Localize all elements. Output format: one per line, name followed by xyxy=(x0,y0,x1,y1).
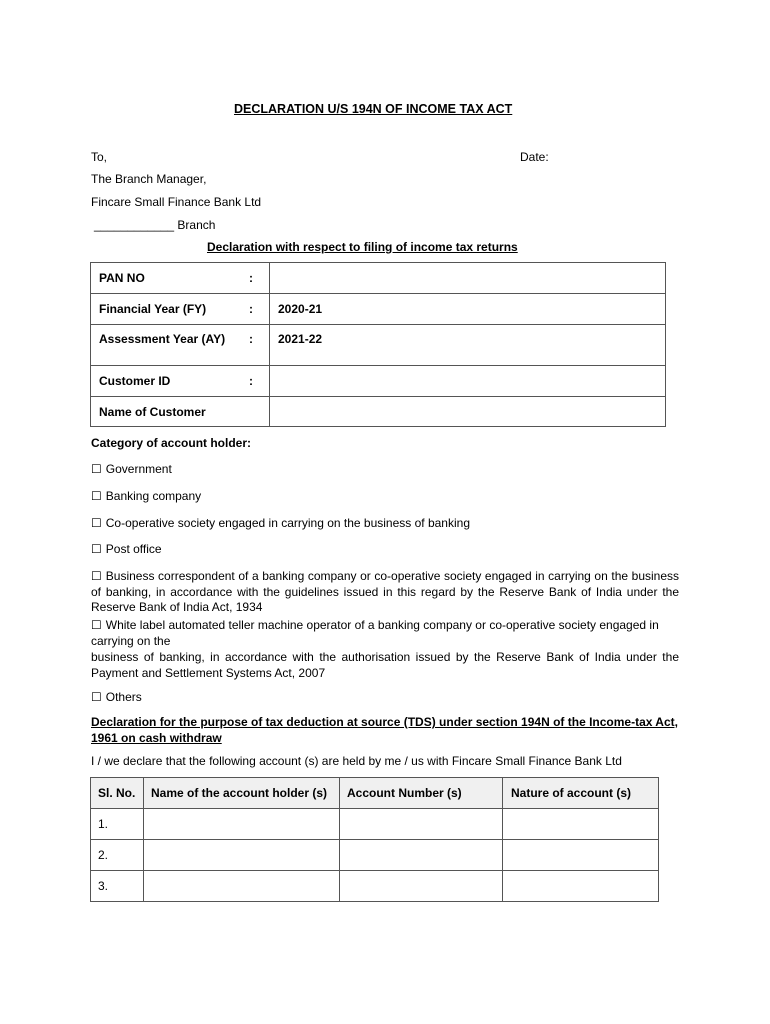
customer-name-input[interactable] xyxy=(270,397,666,427)
col-sl-no: Sl. No. xyxy=(91,778,144,809)
option-government[interactable] xyxy=(91,462,172,476)
option-cooperative[interactable] xyxy=(91,516,470,530)
fy-value[interactable]: 2020-21 xyxy=(270,294,666,325)
option-white-label-line-1: White label automated teller machine operator of a banking company or co-operative society engaged in carrying on the xyxy=(91,618,659,648)
info-row-ay xyxy=(91,325,666,366)
row-number: 1. xyxy=(91,809,144,840)
account-holder-cell[interactable] xyxy=(144,809,340,840)
account-number-cell[interactable] xyxy=(340,809,503,840)
customer-name-label: Name of Customer xyxy=(91,397,250,427)
option-others-label: Others xyxy=(105,690,142,704)
account-holder-cell[interactable] xyxy=(144,871,340,902)
checkbox-icon[interactable]: ☐ xyxy=(91,542,102,556)
checkbox-icon[interactable]: ☐ xyxy=(91,516,102,530)
row-number: 3. xyxy=(91,871,144,902)
to-label: To, xyxy=(91,150,108,164)
nature-of-account-cell[interactable] xyxy=(503,809,659,840)
pan-input[interactable] xyxy=(270,263,666,294)
customer-id-input[interactable] xyxy=(270,366,666,397)
pan-label: PAN NO xyxy=(91,263,250,294)
subtitle: Declaration with respect to filing of income tax returns xyxy=(207,240,518,254)
account-holder-cell[interactable] xyxy=(144,840,340,871)
white-label-continuation: business of banking, in accordance with the authorisation issued by the Reserve Bank of India under the Payment and Settlement Systems Act, 2007 xyxy=(91,650,679,680)
declaration-text: I / we declare that the following account (s) are held by me / us with Fincare Small Finance Bank Ltd xyxy=(91,754,622,768)
date-label: Date: xyxy=(520,150,549,164)
customer-id-colon: : xyxy=(249,366,270,397)
checkbox-icon[interactable]: ☐ xyxy=(91,462,102,476)
nature-of-account-cell[interactable] xyxy=(503,840,659,871)
branch-line[interactable]: ____________ Branch xyxy=(94,218,216,232)
form-title: DECLARATION U/S 194N OF INCOME TAX ACT xyxy=(234,102,513,116)
info-row-pan xyxy=(91,263,666,294)
col-account-holder: Name of the account holder (s) xyxy=(144,778,340,809)
table-row xyxy=(91,840,659,871)
option-government-label: Government xyxy=(105,462,172,476)
col-account-number: Account Number (s) xyxy=(340,778,503,809)
category-heading: Category of account holder: xyxy=(91,436,252,450)
option-banking-company-label: Banking company xyxy=(105,489,202,503)
fy-colon: : xyxy=(249,294,270,325)
row-number: 2. xyxy=(91,840,144,871)
table-row xyxy=(91,809,659,840)
table-row xyxy=(91,871,659,902)
account-table xyxy=(90,777,659,902)
customer-info-table xyxy=(90,262,666,427)
ay-label: Assessment Year (AY) xyxy=(91,325,250,366)
account-number-cell[interactable] xyxy=(340,840,503,871)
addressee-line-1: The Branch Manager, xyxy=(91,172,207,186)
info-row-customer-name xyxy=(91,397,666,427)
option-business-correspondent[interactable] xyxy=(91,569,679,616)
option-post-office[interactable] xyxy=(91,542,162,556)
pan-colon: : xyxy=(249,263,270,294)
ay-value[interactable]: 2021-22 xyxy=(270,325,666,366)
account-table-header xyxy=(91,778,659,809)
customer-name-colon xyxy=(249,397,270,427)
account-number-cell[interactable] xyxy=(340,871,503,902)
option-business-correspondent-label: Business correspondent of a banking company or co-operative society engaged in carrying on the business of banking, in accordance with the guidelines issued in this regard by the Reserve Bank of India under the Reserve Bank of India Act, 1934 xyxy=(91,569,679,614)
info-row-fy xyxy=(91,294,666,325)
tds-heading: Declaration for the purpose of tax deduction at source (TDS) under section 194N of the Income-tax Act, 1961 on cash withdraw xyxy=(91,715,678,745)
option-cooperative-label: Co-operative society engaged in carrying on the business of banking xyxy=(105,516,470,530)
customer-id-label: Customer ID xyxy=(91,366,250,397)
ay-colon: : xyxy=(249,325,270,366)
option-others[interactable] xyxy=(91,690,142,704)
addressee-line-2: Fincare Small Finance Bank Ltd xyxy=(91,195,262,209)
checkbox-icon[interactable]: ☐ xyxy=(91,489,102,503)
checkbox-icon[interactable]: ☐ xyxy=(91,618,102,632)
nature-of-account-cell[interactable] xyxy=(503,871,659,902)
info-row-customer-id xyxy=(91,366,666,397)
option-white-label-atm[interactable] xyxy=(91,618,679,649)
checkbox-icon[interactable]: ☐ xyxy=(91,690,102,704)
fy-label: Financial Year (FY) xyxy=(91,294,250,325)
option-banking-company[interactable] xyxy=(91,489,201,503)
col-nature-of-account: Nature of account (s) xyxy=(503,778,659,809)
checkbox-icon[interactable]: ☐ xyxy=(91,569,102,583)
option-post-office-label: Post office xyxy=(105,542,162,556)
